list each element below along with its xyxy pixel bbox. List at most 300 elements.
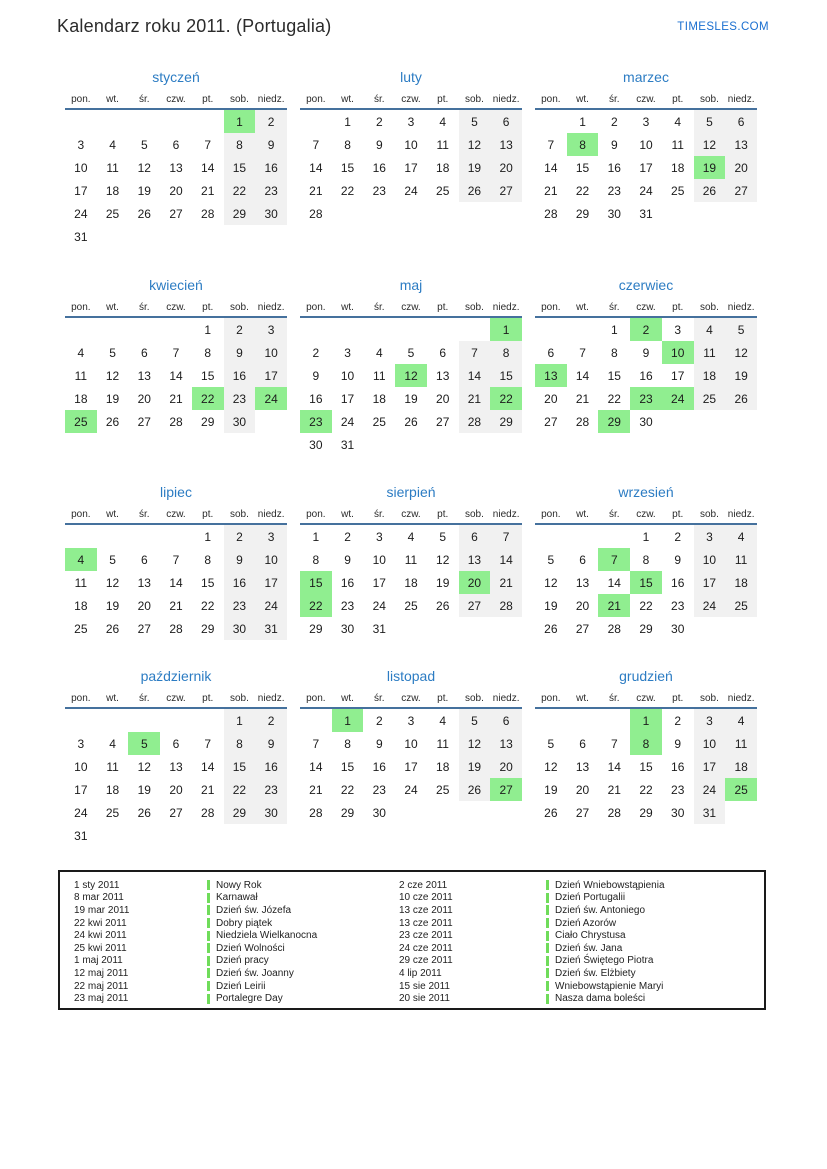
day-cell: 15	[575, 160, 590, 175]
weekday-label: sob.	[699, 302, 719, 313]
day-cell-empty	[459, 617, 491, 640]
day-cell: 1	[204, 322, 212, 337]
weekday-label: niedz.	[727, 94, 755, 105]
day-cell-holiday: 19	[694, 156, 726, 179]
holiday-date: 23 cze 2011	[399, 930, 453, 942]
weekday-label: czw.	[401, 302, 421, 313]
day-cell: 1	[224, 709, 256, 732]
day-cell: 7	[547, 137, 555, 152]
weekday-label: pt.	[672, 509, 684, 520]
day-cell-holiday: 24	[662, 387, 694, 410]
day-cell: 19	[404, 391, 418, 406]
day-cell: 30	[340, 621, 355, 636]
day-cell: 30	[671, 805, 685, 820]
holiday-date: 2 cze 2011	[399, 879, 448, 891]
day-cell: 1	[344, 114, 351, 129]
day-cell: 23	[255, 179, 287, 202]
weekday-label: niedz.	[257, 302, 285, 313]
day-cell-holiday: 15	[630, 571, 662, 594]
month-days	[535, 709, 757, 824]
day-cell-empty	[224, 225, 256, 248]
day-cell: 3	[694, 709, 726, 732]
day-cell: 17	[694, 571, 726, 594]
holiday-name-cell	[546, 892, 764, 903]
day-cell: 13	[575, 575, 590, 590]
day-cell: 31	[74, 828, 88, 843]
day-cell: 4	[694, 318, 726, 341]
day-cell: 4	[725, 525, 757, 548]
day-cell: 24	[74, 805, 88, 820]
day-cell: 21	[309, 183, 323, 198]
day-cell: 10	[694, 732, 726, 755]
day-cell: 11	[106, 160, 119, 175]
holiday-date: 13 cze 2011	[399, 917, 453, 929]
day-cell: 22	[224, 179, 256, 202]
day-cell: 29	[309, 621, 323, 636]
day-cell-empty	[694, 410, 726, 433]
day-cell: 2	[255, 110, 287, 133]
holiday-name-cell	[207, 880, 399, 891]
day-cell: 24	[694, 594, 726, 617]
day-cell: 15	[340, 759, 355, 774]
weekday-label: śr.	[374, 509, 385, 520]
day-cell: 9	[642, 345, 650, 360]
day-cell: 14	[459, 364, 491, 387]
day-cell-empty	[128, 110, 160, 133]
weekday-label: pt.	[437, 509, 449, 520]
month-9	[535, 483, 757, 667]
day-cell: 29	[201, 621, 215, 636]
day-cell: 31	[639, 206, 653, 221]
weekday-label: pt.	[202, 302, 214, 313]
day-cell: 28	[459, 410, 491, 433]
day-cell-holiday: 23	[630, 387, 662, 410]
month-6	[535, 276, 757, 483]
holiday-name: Dzień Świętego Piotra	[555, 955, 654, 967]
day-cell-empty	[255, 410, 287, 433]
day-cell-empty	[255, 824, 287, 847]
day-cell-empty	[224, 824, 256, 847]
day-cell: 23	[340, 598, 355, 613]
weekday-label: pon.	[541, 302, 561, 313]
weekday-label: wt.	[106, 94, 119, 105]
day-cell: 5	[694, 110, 726, 133]
day-cell: 27	[137, 621, 151, 636]
weekday-label: pt.	[672, 693, 684, 704]
day-cell: 7	[204, 137, 212, 152]
day-cell: 17	[255, 364, 287, 387]
day-cell: 29	[224, 801, 256, 824]
day-cell: 2	[255, 709, 287, 732]
day-cell: 15	[224, 156, 256, 179]
day-cell: 20	[575, 782, 590, 797]
weekday-label: śr.	[609, 693, 620, 704]
weekday-label: pt.	[437, 693, 449, 704]
weekday-label: pon.	[71, 94, 91, 105]
day-cell: 18	[105, 183, 120, 198]
day-cell: 16	[309, 391, 323, 406]
day-cell-empty	[332, 202, 364, 225]
day-cell: 29	[201, 414, 215, 429]
holiday-row	[74, 955, 764, 968]
holidays-legend-box	[58, 870, 766, 1010]
day-cell: 13	[137, 368, 151, 383]
day-cell: 21	[169, 598, 183, 613]
weekday-label: niedz.	[257, 94, 285, 105]
day-cell: 30	[639, 414, 653, 429]
weekday-label: wt.	[576, 509, 589, 520]
holiday-marker-icon	[546, 905, 549, 915]
day-cell: 26	[544, 805, 558, 820]
holiday-name-cell	[207, 993, 399, 1004]
month-title: kwiecień	[149, 277, 203, 293]
day-cell: 11	[436, 736, 449, 751]
day-cell: 9	[224, 341, 256, 364]
day-cell: 15	[201, 368, 215, 383]
day-cell: 17	[74, 183, 88, 198]
day-cell: 13	[459, 548, 491, 571]
day-cell: 5	[439, 529, 447, 544]
weekday-label: śr.	[139, 509, 150, 520]
day-cell: 18	[404, 575, 418, 590]
day-cell: 19	[137, 183, 151, 198]
day-cell: 29	[340, 805, 355, 820]
day-cell: 7	[312, 137, 320, 152]
day-cell: 23	[607, 183, 621, 198]
month-1	[65, 68, 287, 276]
holiday-date: 19 mar 2011	[74, 904, 130, 916]
holiday-name: Dzień św. Józefa	[216, 904, 292, 916]
day-cell: 20	[137, 391, 151, 406]
day-cell: 28	[607, 805, 621, 820]
weekday-label: pt.	[672, 302, 684, 313]
day-cell: 24	[404, 183, 418, 198]
day-cell: 21	[201, 183, 215, 198]
holiday-marker-icon	[546, 893, 549, 903]
weekday-label: niedz.	[257, 693, 285, 704]
weekday-label: niedz.	[492, 302, 520, 313]
day-cell-empty	[160, 225, 192, 248]
day-cell: 3	[674, 322, 682, 337]
weekday-label: sob.	[229, 509, 249, 520]
day-cell-empty	[128, 824, 160, 847]
holiday-marker-icon	[207, 918, 210, 928]
weekday-label: niedz.	[492, 94, 520, 105]
day-cell-empty	[192, 225, 224, 248]
day-cell-holiday: 23	[300, 410, 332, 433]
day-cell: 12	[544, 575, 558, 590]
day-cell: 22	[201, 598, 215, 613]
day-cell: 13	[575, 759, 590, 774]
day-cell-empty	[160, 318, 192, 341]
day-cell: 12	[105, 575, 120, 590]
day-cell-empty	[160, 525, 192, 548]
day-cell: 20	[544, 391, 558, 406]
day-cell-empty	[662, 202, 694, 225]
day-cell-empty	[427, 617, 459, 640]
weekday-header-row	[300, 693, 522, 709]
day-cell: 11	[725, 548, 757, 571]
weekday-label: czw.	[401, 509, 421, 520]
day-cell: 1	[642, 529, 650, 544]
day-cell: 6	[439, 345, 447, 360]
holiday-row	[74, 942, 764, 955]
day-cell-empty	[65, 525, 97, 548]
day-cell: 14	[169, 368, 183, 383]
day-cell-empty	[128, 709, 160, 732]
day-cell-holiday: 21	[598, 594, 630, 617]
day-cell: 4	[109, 736, 116, 751]
month-title: czerwiec	[618, 277, 674, 293]
day-cell-empty	[395, 202, 427, 225]
day-cell-empty	[567, 525, 599, 548]
day-cell: 18	[74, 598, 88, 613]
day-cell: 20	[436, 391, 450, 406]
day-cell-holiday: 22	[490, 387, 522, 410]
day-cell: 26	[105, 414, 120, 429]
holiday-name-cell	[546, 880, 764, 891]
day-cell: 10	[74, 160, 88, 175]
day-cell: 11	[373, 368, 386, 383]
day-cell: 6	[547, 345, 555, 360]
day-cell: 26	[459, 179, 491, 202]
day-cell: 2	[344, 529, 351, 544]
day-cell-empty	[300, 318, 332, 341]
day-cell: 27	[575, 805, 590, 820]
day-cell: 5	[459, 110, 491, 133]
day-cell: 6	[579, 552, 586, 567]
day-cell: 18	[436, 759, 450, 774]
day-cell: 26	[436, 598, 450, 613]
day-cell: 14	[607, 759, 621, 774]
weekday-label: pt.	[672, 94, 684, 105]
holiday-date: 8 mar 2011	[74, 892, 124, 904]
weekday-label: wt.	[576, 94, 589, 105]
day-cell: 30	[255, 202, 287, 225]
day-cell-holiday: 29	[598, 410, 630, 433]
day-cell: 4	[375, 345, 383, 360]
weekday-label: sob.	[229, 302, 249, 313]
weekday-label: pon.	[71, 302, 91, 313]
holiday-name-cell	[207, 892, 399, 903]
day-cell: 18	[725, 571, 757, 594]
weekday-label: pon.	[306, 94, 326, 105]
day-cell-empty	[128, 318, 160, 341]
holiday-marker-icon	[546, 880, 549, 890]
weekday-label: wt.	[341, 302, 354, 313]
day-cell: 11	[404, 552, 418, 567]
day-cell: 13	[490, 732, 522, 755]
day-cell: 8	[642, 552, 650, 567]
day-cell: 17	[404, 160, 418, 175]
day-cell: 28	[575, 414, 590, 429]
holiday-name-cell	[546, 943, 764, 954]
day-cell-empty	[694, 202, 726, 225]
day-cell: 24	[74, 206, 88, 221]
day-cell: 23	[372, 782, 386, 797]
day-cell: 1	[312, 529, 320, 544]
site-link[interactable]: TIMESLES.COM	[677, 21, 769, 33]
holiday-marker-icon	[207, 880, 210, 890]
day-cell-empty	[725, 617, 757, 640]
day-cell-empty	[459, 801, 491, 824]
day-cell-empty	[160, 824, 192, 847]
day-cell-holiday: 13	[535, 364, 567, 387]
day-cell: 18	[74, 391, 88, 406]
day-cell: 24	[639, 183, 653, 198]
day-cell: 26	[137, 805, 151, 820]
day-cell: 10	[404, 137, 418, 152]
day-cell-empty	[490, 617, 522, 640]
day-cell: 16	[224, 571, 256, 594]
day-cell: 18	[725, 755, 757, 778]
day-cell: 15	[201, 575, 215, 590]
day-cell-empty	[363, 202, 395, 225]
day-cell: 20	[137, 598, 151, 613]
day-cell: 22	[607, 391, 621, 406]
weekday-label: niedz.	[727, 509, 755, 520]
day-cell: 9	[610, 137, 618, 152]
holiday-name-cell	[207, 905, 399, 916]
day-cell: 4	[439, 114, 447, 129]
day-cell: 16	[671, 575, 685, 590]
holiday-name-cell	[546, 993, 764, 1004]
holiday-name: Karnawał	[216, 892, 258, 904]
day-cell: 6	[725, 110, 757, 133]
day-cell: 24	[340, 414, 355, 429]
day-cell: 5	[407, 345, 415, 360]
day-cell: 20	[169, 183, 183, 198]
holiday-row	[74, 917, 764, 930]
day-cell: 14	[575, 368, 590, 383]
day-cell: 22	[224, 778, 256, 801]
weekday-label: niedz.	[492, 693, 520, 704]
day-cell: 28	[201, 805, 215, 820]
holiday-name-cell	[546, 905, 764, 916]
day-cell: 3	[407, 713, 415, 728]
month-days	[535, 110, 757, 225]
day-cell: 27	[169, 805, 183, 820]
day-cell: 26	[459, 778, 491, 801]
day-cell-holiday: 7	[598, 548, 630, 571]
day-cell: 25	[671, 183, 685, 198]
day-cell: 7	[312, 736, 320, 751]
holiday-name-cell	[546, 930, 764, 941]
day-cell: 20	[725, 156, 757, 179]
day-cell: 4	[77, 345, 85, 360]
day-cell: 13	[137, 575, 151, 590]
holiday-name-cell	[207, 918, 399, 929]
day-cell: 17	[74, 782, 88, 797]
weekday-header-row	[535, 509, 757, 525]
holiday-name: Wniebowstąpienie Maryi	[555, 980, 664, 992]
day-cell-empty	[395, 617, 427, 640]
holiday-date: 22 maj 2011	[74, 980, 129, 992]
day-cell: 10	[404, 736, 418, 751]
months-grid	[65, 68, 757, 847]
day-cell: 26	[725, 387, 757, 410]
month-7	[65, 483, 287, 667]
day-cell: 8	[344, 137, 351, 152]
day-cell: 29	[490, 410, 522, 433]
day-cell: 13	[725, 133, 757, 156]
day-cell: 7	[204, 736, 212, 751]
month-title: listopad	[386, 668, 436, 684]
day-cell: 6	[490, 709, 522, 732]
day-cell-holiday: 27	[490, 778, 522, 801]
weekday-label: niedz.	[727, 302, 755, 313]
day-cell: 5	[109, 345, 116, 360]
day-cell: 21	[544, 183, 558, 198]
month-days	[65, 110, 287, 248]
weekday-label: czw.	[166, 509, 186, 520]
weekday-header-row	[65, 693, 287, 709]
day-cell: 30	[671, 621, 685, 636]
day-cell: 8	[610, 345, 618, 360]
day-cell: 11	[74, 575, 88, 590]
day-cell: 2	[610, 114, 618, 129]
day-cell: 10	[340, 368, 355, 383]
day-cell-holiday: 12	[395, 364, 427, 387]
day-cell-empty	[65, 709, 97, 732]
day-cell: 25	[694, 387, 726, 410]
day-cell: 18	[694, 364, 726, 387]
holiday-name: Dzień Leirii	[216, 980, 266, 992]
weekday-label: pon.	[541, 509, 561, 520]
day-cell: 13	[169, 160, 183, 175]
day-cell: 10	[372, 552, 386, 567]
holiday-date: 25 kwi 2011	[74, 942, 127, 954]
weekday-header-row	[65, 94, 287, 110]
day-cell: 16	[671, 759, 685, 774]
day-cell-holiday: 1	[490, 318, 522, 341]
day-cell: 16	[255, 755, 287, 778]
day-cell: 8	[344, 736, 351, 751]
weekday-label: wt.	[576, 302, 589, 313]
weekday-label: sob.	[699, 509, 719, 520]
day-cell: 21	[459, 387, 491, 410]
weekday-label: niedz.	[727, 693, 755, 704]
holiday-name: Dzień św. Antoniego	[555, 904, 646, 916]
day-cell: 6	[140, 552, 148, 567]
weekday-label: sob.	[464, 302, 484, 313]
day-cell: 19	[544, 598, 558, 613]
day-cell-empty	[427, 318, 459, 341]
day-cell-empty	[490, 433, 522, 456]
day-cell: 9	[224, 548, 256, 571]
day-cell-empty	[725, 410, 757, 433]
month-days	[65, 525, 287, 640]
holiday-date: 1 sty 2011	[74, 879, 120, 891]
day-cell: 30	[607, 206, 621, 221]
holiday-marker-icon	[546, 981, 549, 991]
day-cell-empty	[725, 202, 757, 225]
month-8	[300, 483, 522, 667]
day-cell: 3	[77, 736, 85, 751]
day-cell-empty	[395, 801, 427, 824]
weekday-header-row	[300, 509, 522, 525]
month-days	[65, 709, 287, 847]
holiday-name: Dzień św. Elżbiety	[555, 967, 636, 979]
day-cell: 27	[459, 594, 491, 617]
day-cell: 22	[639, 782, 653, 797]
day-cell: 12	[459, 732, 491, 755]
holiday-date: 15 sie 2011	[399, 980, 450, 992]
day-cell-empty	[97, 318, 129, 341]
day-cell: 25	[404, 598, 418, 613]
day-cell-empty	[567, 318, 599, 341]
day-cell: 3	[375, 529, 383, 544]
